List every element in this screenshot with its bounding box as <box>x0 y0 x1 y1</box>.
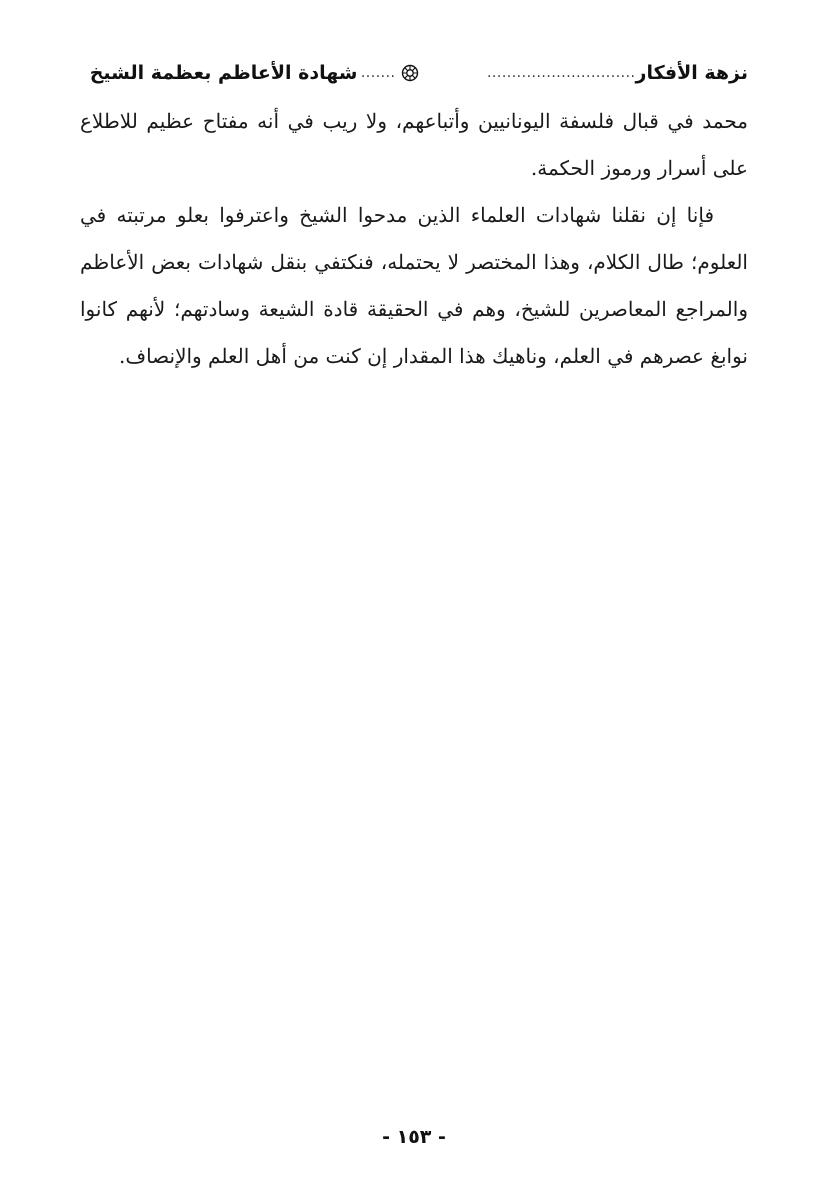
body-text <box>80 98 748 380</box>
chapter-title: شهادة الأعاظم بعظمة الشيخ <box>89 62 358 84</box>
header-leader-dots: .............................. <box>486 65 636 81</box>
paragraph-testimonies: فإنا إن نقلنا شهادات العلماء الذين مدحوا الشيخ واعترفوا بعلو مرتبته في العلوم؛ طال الكلام، وهذا المختصر لا يحتمله، فنكتفي بنقل شهادات بعض الأعاظم والمراجع المعاصرين للشيخ، وهم في الحقيقة قادة الشيعة وسادتهم؛ لأنهم كانوا نوابغ عصرهم في العلم، وناهيك هذا المقدار إن كنت من أهل العلم والإنصاف. <box>80 203 748 368</box>
header-divider <box>80 92 748 93</box>
paragraph-continuation: محمد في قبال فلسفة اليونانيين وأتباعهم، ولا ريب في أنه مفتاح عظيم للاطلاع على أسرار ورموز الحكمة. <box>80 109 748 180</box>
page-number: - ١٥٣ - <box>382 1126 446 1148</box>
flower-ornament-icon <box>400 63 420 83</box>
book-title: نزهة الأفكار <box>635 62 748 84</box>
running-header <box>80 56 748 90</box>
header-leader-dots-short: ....... <box>360 65 396 81</box>
